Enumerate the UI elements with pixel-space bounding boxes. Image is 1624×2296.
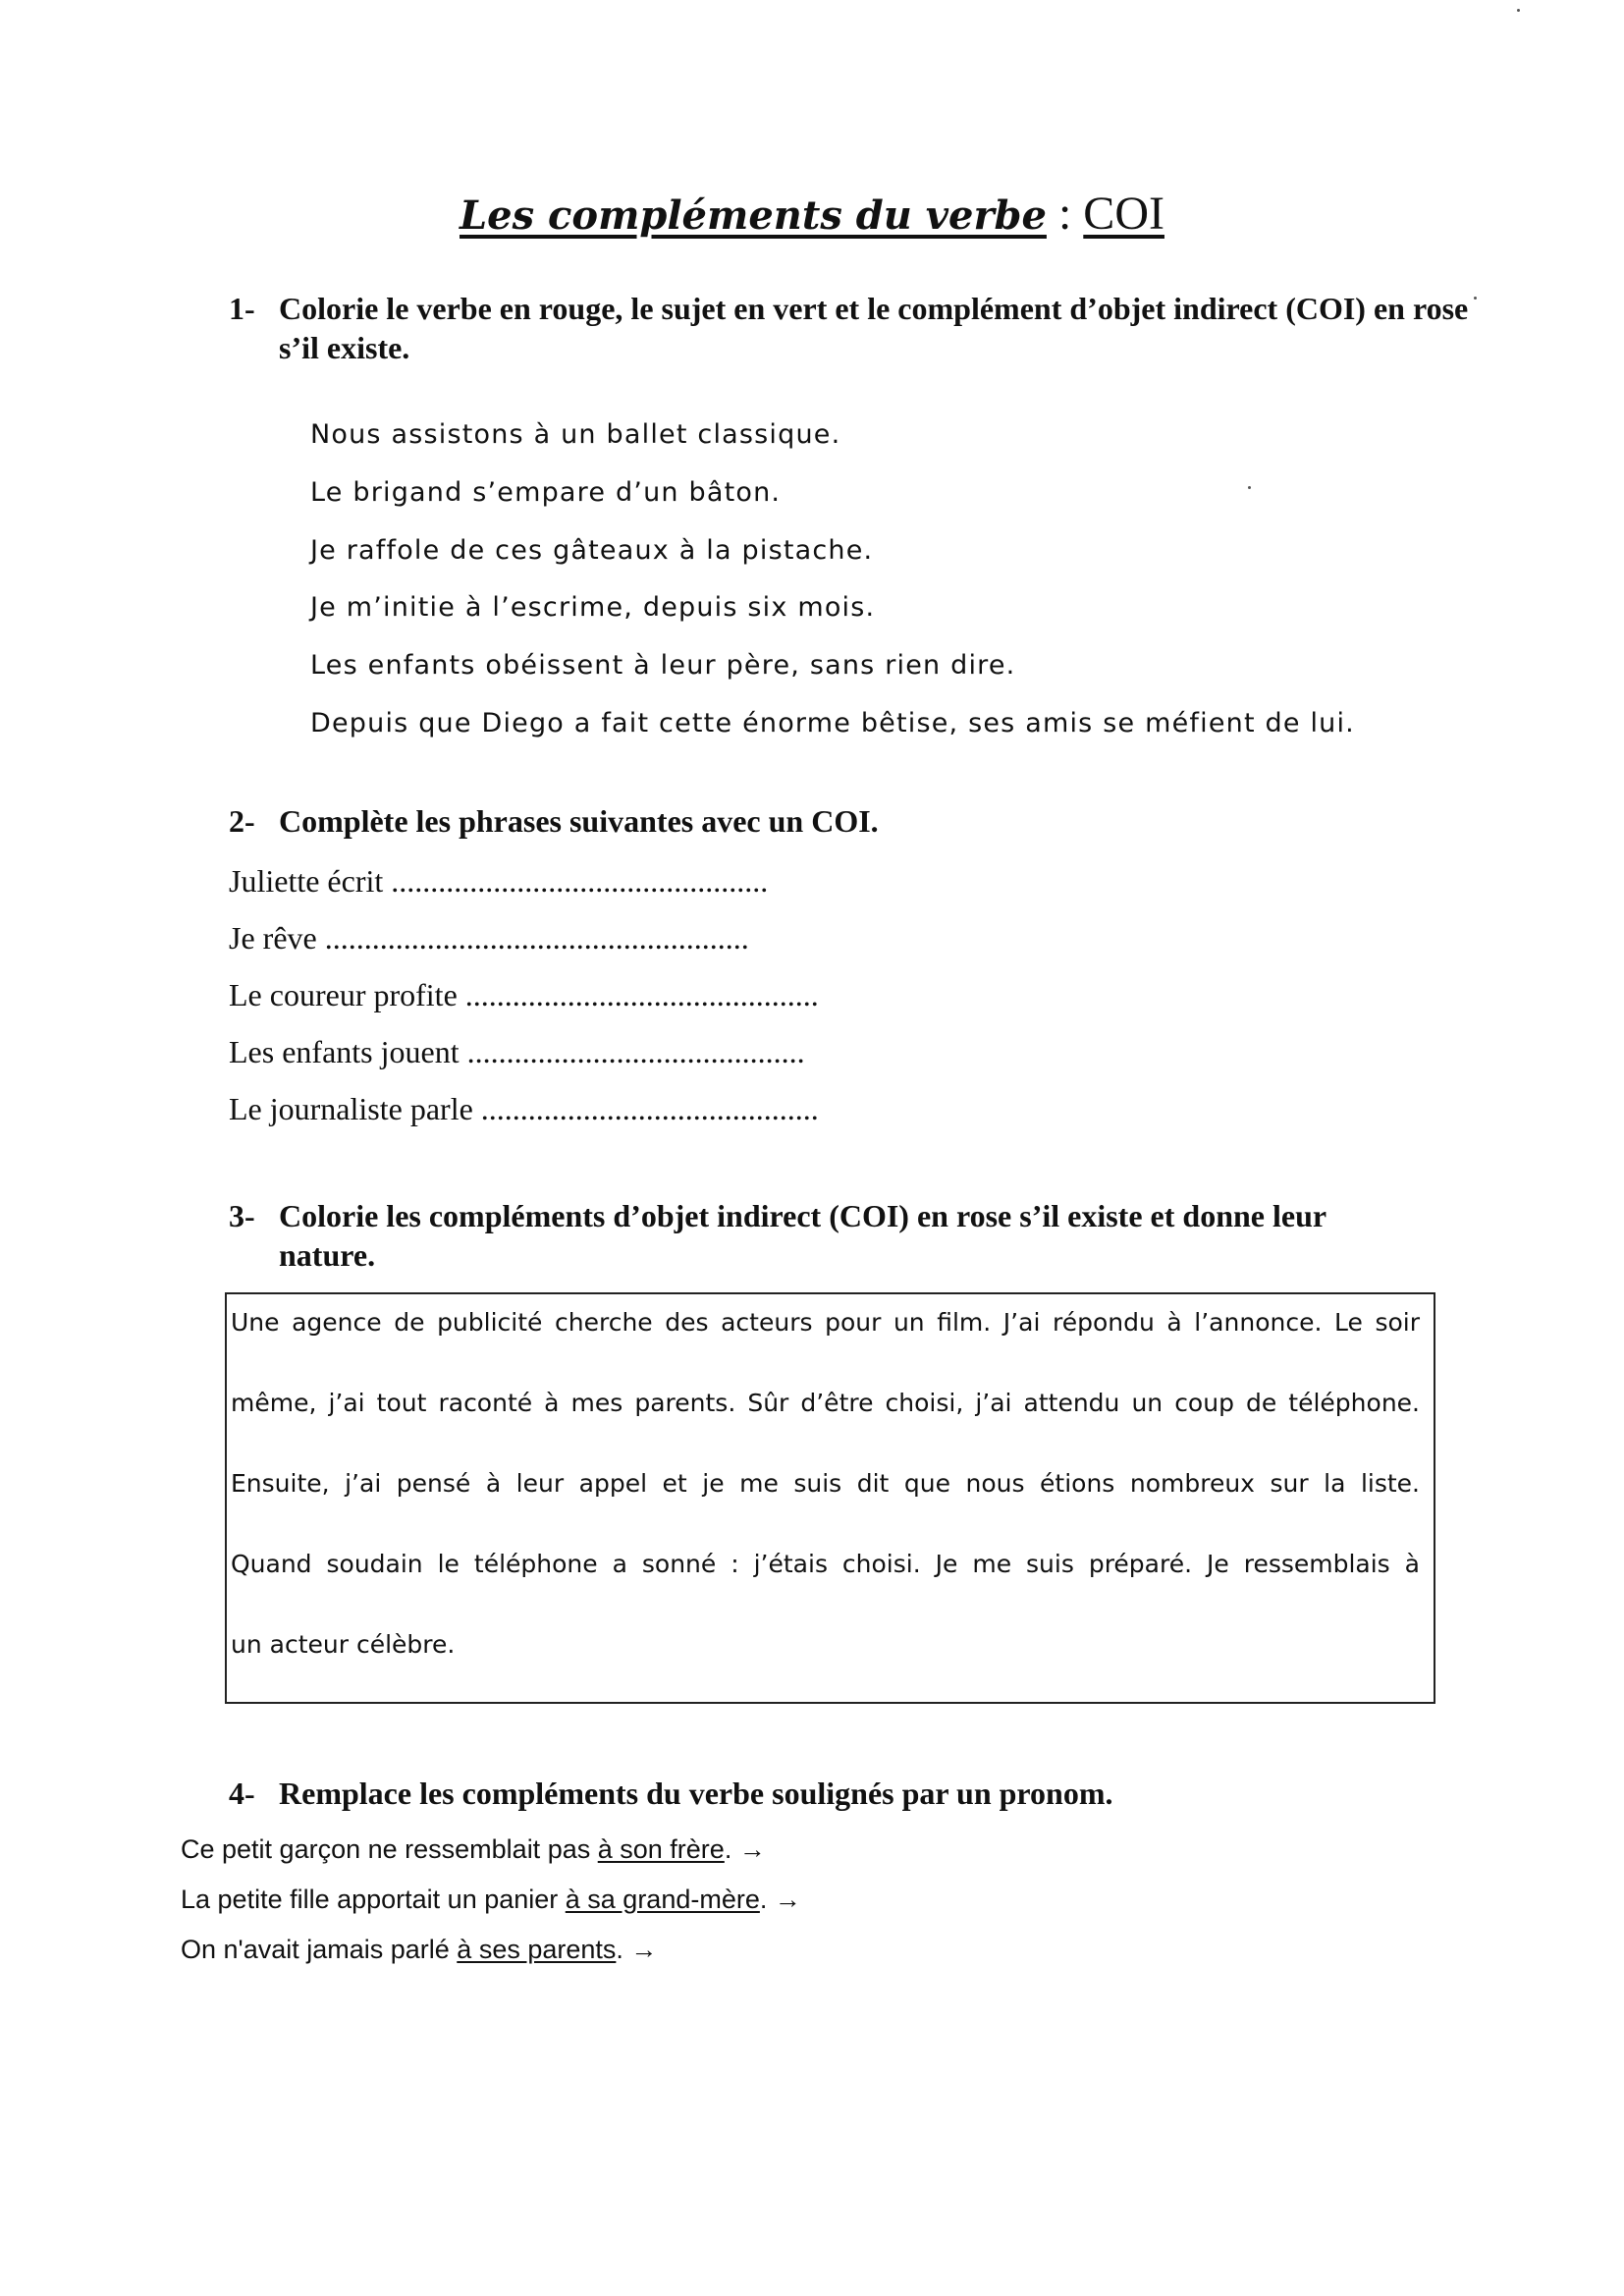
q2-line-start: Les enfants jouent [229, 1034, 460, 1069]
q1-sentence: Je m’initie à l’escrime, depuis six mois. [310, 592, 876, 623]
scan-speck [1517, 9, 1520, 12]
page-title [0, 185, 1624, 246]
title-coi: COI [1083, 188, 1164, 240]
q4-sentence [181, 1935, 657, 1965]
paragraph-line: même, j’ai tout raconté à mes parents. Sûr d’être choisi, j’ai attendu un coup de téléphone. [231, 1389, 1420, 1417]
sentence-text: Ce petit garçon ne ressemblait pas [181, 1834, 598, 1864]
q1-sentence: Le brigand s’empare d’un bâton. [310, 477, 782, 508]
scan-speck [1474, 297, 1477, 300]
question-1 [229, 289, 1476, 367]
answer-blank[interactable]: ........................................... [466, 1034, 805, 1069]
sentence-text: La petite fille apportait un panier [181, 1885, 566, 1914]
title-separator: : [1046, 188, 1084, 240]
q2-line-start: Je rêve [229, 920, 317, 956]
text-box [225, 1292, 1435, 1704]
q1-sentence: Je raffole de ces gâteaux à la pistache. [310, 535, 874, 566]
underlined-complement: à sa grand-mère [565, 1885, 760, 1914]
q2-line [229, 1091, 819, 1127]
title-script: Les compléments du verbe [460, 192, 1047, 239]
sentence-text: . [724, 1834, 739, 1864]
question-instruction: Complète les phrases suivantes avec un COI. [279, 803, 879, 839]
answer-blank[interactable]: ............................................. [464, 977, 819, 1012]
arrow-icon: → [774, 1885, 801, 1914]
q1-sentence: Nous assistons à un ballet classique. [310, 419, 841, 450]
answer-blank[interactable]: ........................................... [480, 1091, 819, 1126]
question-instruction: Colorie le verbe en rouge, le sujet en vert et le complément d’objet indirect (COI) en rose s’il existe. [279, 291, 1469, 365]
q2-line-start: Le coureur profite [229, 977, 458, 1012]
arrow-icon: → [630, 1935, 658, 1964]
question-4 [229, 1774, 1476, 1813]
q2-line [229, 863, 768, 900]
q4-sentence [181, 1834, 766, 1865]
question-number: 2- [229, 803, 255, 839]
underlined-complement: à son frère [597, 1834, 725, 1864]
question-2 [229, 801, 1476, 841]
q2-line [229, 920, 749, 957]
question-instruction: Remplace les compléments du verbe soulignés par un pronom. [279, 1776, 1113, 1811]
question-number: 1- [229, 291, 255, 326]
paragraph-line: Ensuite, j’ai pensé à leur appel et je me suis dit que nous étions nombreux sur la liste. [231, 1469, 1420, 1498]
answer-blank[interactable]: ...................................................... [324, 920, 749, 956]
question-3 [229, 1196, 1427, 1275]
question-number: 4- [229, 1776, 255, 1811]
q2-line-start: Le journaliste parle [229, 1091, 473, 1126]
q2-line [229, 977, 819, 1013]
paragraph-line: Une agence de publicité cherche des acteurs pour un film. J’ai répondu à l’annonce. Le soir [231, 1308, 1420, 1337]
q1-sentence: Depuis que Diego a fait cette énorme bêtise, ses amis se méfient de lui. [310, 708, 1355, 738]
q4-sentence [181, 1885, 801, 1915]
q2-line-start: Juliette écrit [229, 863, 384, 899]
underlined-complement: à ses parents [457, 1935, 617, 1964]
scan-speck [1248, 486, 1251, 489]
sentence-text: On n'avait jamais parlé [181, 1935, 458, 1964]
q2-line [229, 1034, 805, 1070]
sentence-text: . [759, 1885, 775, 1914]
answer-blank[interactable]: ................................................ [391, 863, 769, 899]
question-number: 3- [229, 1198, 255, 1233]
arrow-icon: → [738, 1834, 766, 1864]
question-instruction: Colorie les compléments d’objet indirect (COI) en rose s’il existe et donne leur nature. [279, 1198, 1326, 1273]
paragraph-line: Quand soudain le téléphone a sonné : j’étais choisi. Je me suis préparé. Je ressemblais à [231, 1550, 1420, 1578]
q1-sentence: Les enfants obéissent à leur père, sans rien dire. [310, 650, 1016, 681]
paragraph-line: un acteur célèbre. [231, 1630, 456, 1659]
sentence-text: . [616, 1935, 631, 1964]
